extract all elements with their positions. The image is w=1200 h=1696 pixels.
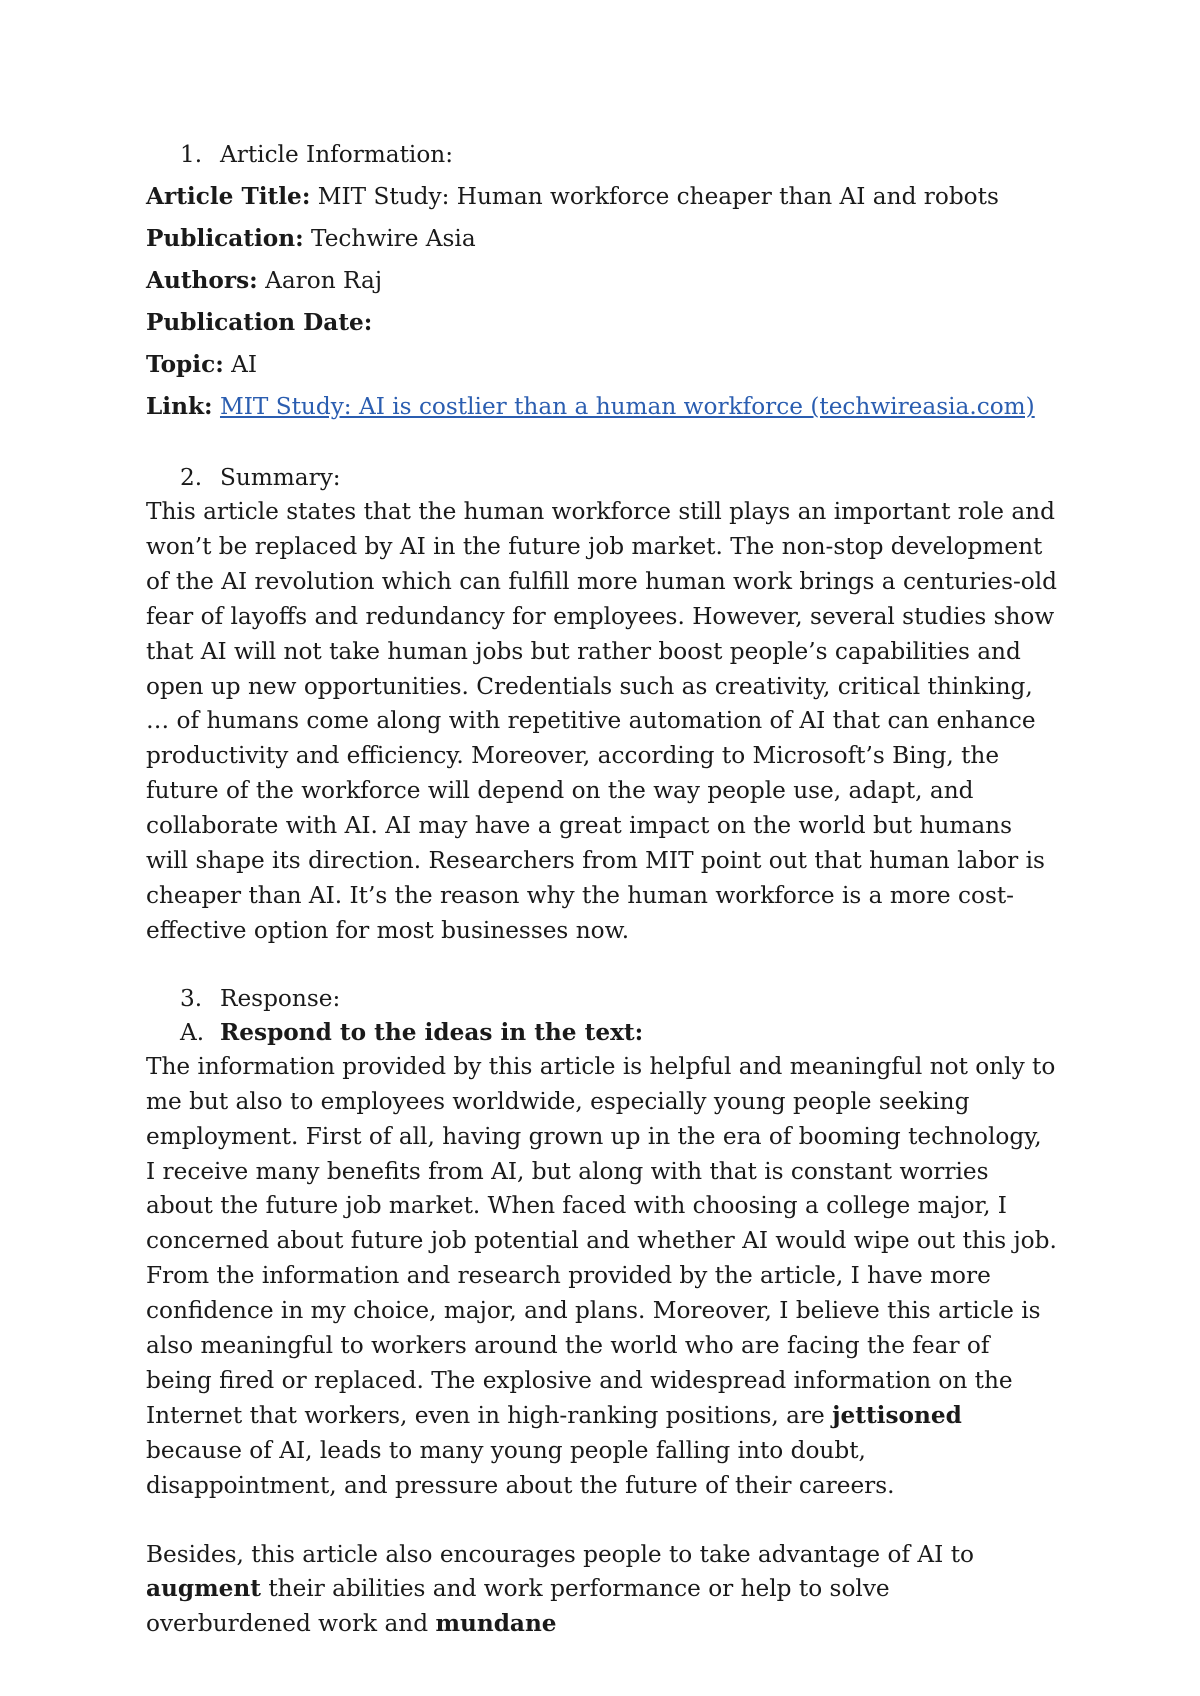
response-p1-bold-word: jettisoned [832, 1401, 962, 1429]
authors-line [146, 260, 1058, 302]
section-2-title: Summary: [220, 464, 341, 491]
response-paragraph-1 [146, 1050, 1058, 1504]
publication-label: Publication: [146, 225, 304, 252]
article-title-label: Article Title: [146, 183, 311, 210]
subsection-a-heading [146, 1016, 1058, 1050]
topic-label: Topic: [146, 351, 224, 378]
response-p2-bold-word-1: augment [146, 1575, 261, 1603]
topic-line [146, 344, 1058, 386]
response-p2-bold-word-2: mundane [435, 1610, 557, 1638]
authors-label: Authors: [146, 267, 258, 294]
section-3-marker: 3. [180, 984, 203, 1012]
section-1-marker: 1. [180, 141, 203, 168]
article-link[interactable]: MIT Study: AI is costlier than a human workforce (techwireasia.com) [219, 393, 1035, 420]
link-label: Link: [146, 393, 213, 420]
topic-value: AI [223, 351, 258, 378]
authors-value: Aaron Raj [257, 267, 383, 294]
response-p2-text-1: Besides, this article also encourages people to take advantage of AI to [146, 1540, 974, 1568]
section-3-title: Response: [220, 984, 341, 1012]
response-paragraph-2 [146, 1538, 1058, 1643]
publication-date-label: Publication Date: [146, 309, 373, 336]
link-line [146, 386, 1058, 428]
publication-line [146, 218, 1058, 260]
response-p1-text-1: The information provided by this article is helpful and meaningful not only to me but also to employees worldwide, especially young people seeking employment. First of all, having grown up in the era of booming technology, I receive many benefits from AI, but along with that is constant worries about the future job market. When faced with choosing a college major, I concerned about future job potential and whether AI would wipe out this job. From the information and research provided by the article, I have more confidence in my choice, major, and plans. Moreover, I believe this article is also meaningful to workers around the world who are facing the fear of being fired or replaced. The explosive and widespread information on the Internet that workers, even in high-ranking positions, are [146, 1052, 1057, 1429]
summary-paragraph: This article states that the human workforce still plays an important role and won’t be replaced by AI in the future job market. The non-stop development of the AI revolution which can fulfill more human work brings a centuries-old fear of layoffs and redundancy for employees. However, several studies show that AI will not take human jobs but rather boost people’s capabilities and open up new opportunities. Credentials such as creativity, critical thinking, … of humans come along with repetitive automation of AI that can enhance productivity and efficiency. Moreover, according to Microsoft’s Bing, the future of the workforce will depend on the way people use, adapt, and collaborate with AI. AI may have a great impact on the world but humans will shape its direction. Researchers from MIT point out that human labor is cheaper than AI. It’s the reason why the human workforce is a more cost-effective option for most businesses now. [146, 498, 1058, 944]
article-title-line [146, 176, 1058, 218]
section-1-heading [146, 138, 1058, 172]
response-p2-text-2: their abilities and work performance or help to solve overburdened work and [146, 1575, 890, 1638]
response-p1-text-2: because of AI, leads to many young people falling into doubt, disappointment, and pressure about the future of their careers. [146, 1436, 895, 1499]
publication-date-line [146, 302, 1058, 344]
article-title-value: MIT Study: Human workforce cheaper than AI and robots [310, 183, 999, 210]
section-2-marker: 2. [180, 464, 203, 491]
subsection-a-title: Respond to the ideas in the text: [220, 1018, 644, 1046]
publication-value: Techwire Asia [303, 225, 476, 252]
subsection-a-marker: A. [180, 1018, 205, 1046]
section-2-heading [146, 461, 1058, 495]
section-1-title: Article Information: [220, 141, 454, 168]
section-3-heading [146, 982, 1058, 1016]
document-content [146, 138, 1058, 1642]
